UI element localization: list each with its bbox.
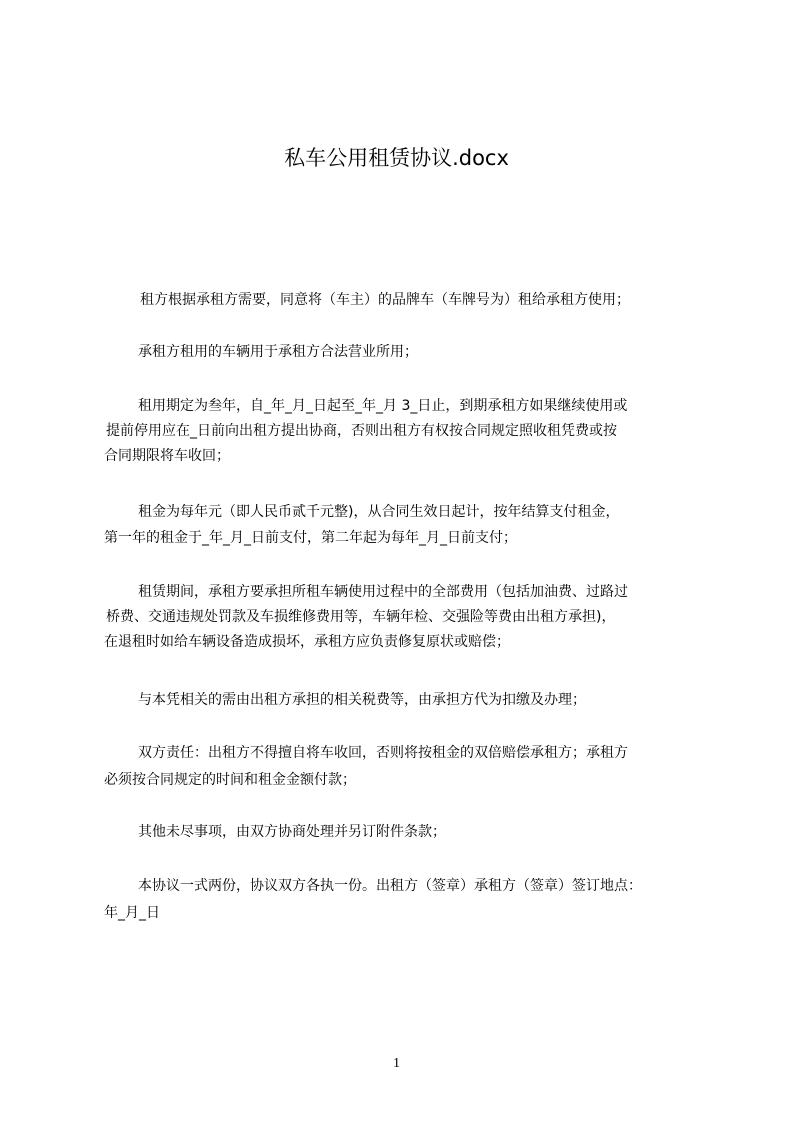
paragraph-line: 第一年的租金于_年_月_日前支付，第二年起为每年_月_日前支付； — [104, 530, 517, 546]
paragraph-line: 租金为每年元（即人民币贰千元整)，从合同生效日起计，按年结算支付租金， — [138, 504, 620, 520]
paragraph-line: 合同期限将车收回； — [104, 448, 230, 464]
paragraph-line: 租方根据承租方需要，同意将（车主）的品牌车（车牌号为）租给承租方使用； — [140, 292, 630, 308]
paragraph-line: 本协议一式两份，协议双方各执一份。出租方（签章）承租方（签章）签订地点： — [138, 878, 642, 894]
paragraph-line: 年_月_日 — [104, 905, 160, 921]
paragraph-line: 承租方租用的车辆用于承租方合法营业所用； — [138, 344, 418, 360]
paragraph-line: 提前停用应在_日前向出租方提出协商，否则出租方有权按合同规定照收租凭费或按 — [106, 423, 617, 439]
page-number: 1 — [393, 1056, 400, 1071]
paragraph-line: 租赁期间，承租方要承担所租车辆使用过程中的全部费用（包括加油费、过路过 — [138, 584, 628, 600]
paragraph-line: 租用期定为叁年，自_年_月_日起至_年_月 3_日止，到期承租方如果继续使用或 — [138, 398, 628, 414]
paragraph-line: 桥费、交通违规处罚款及车损维修费用等，车辆年检、交强险等费由出租方承担)， — [106, 609, 616, 625]
paragraph-line: 必须按合同规定的时间和租金金额付款； — [104, 772, 356, 788]
paragraph-line: 与本凭相关的需由出租方承担的相关税费等，由承担方代为扣缴及办理； — [138, 692, 586, 708]
paragraph-line: 双方责任：出租方不得擅自将车收回，否则将按租金的双倍赔偿承租方；承租方 — [138, 745, 628, 761]
paragraph-line: 其他未尽事项，由双方协商处理并另订附件条款； — [138, 824, 446, 840]
document-title: 私车公用租赁协议.docx — [284, 146, 509, 170]
paragraph-line: 在退租时如给车辆设备造成损坏，承租方应负责修复原状或赔偿； — [104, 634, 510, 650]
